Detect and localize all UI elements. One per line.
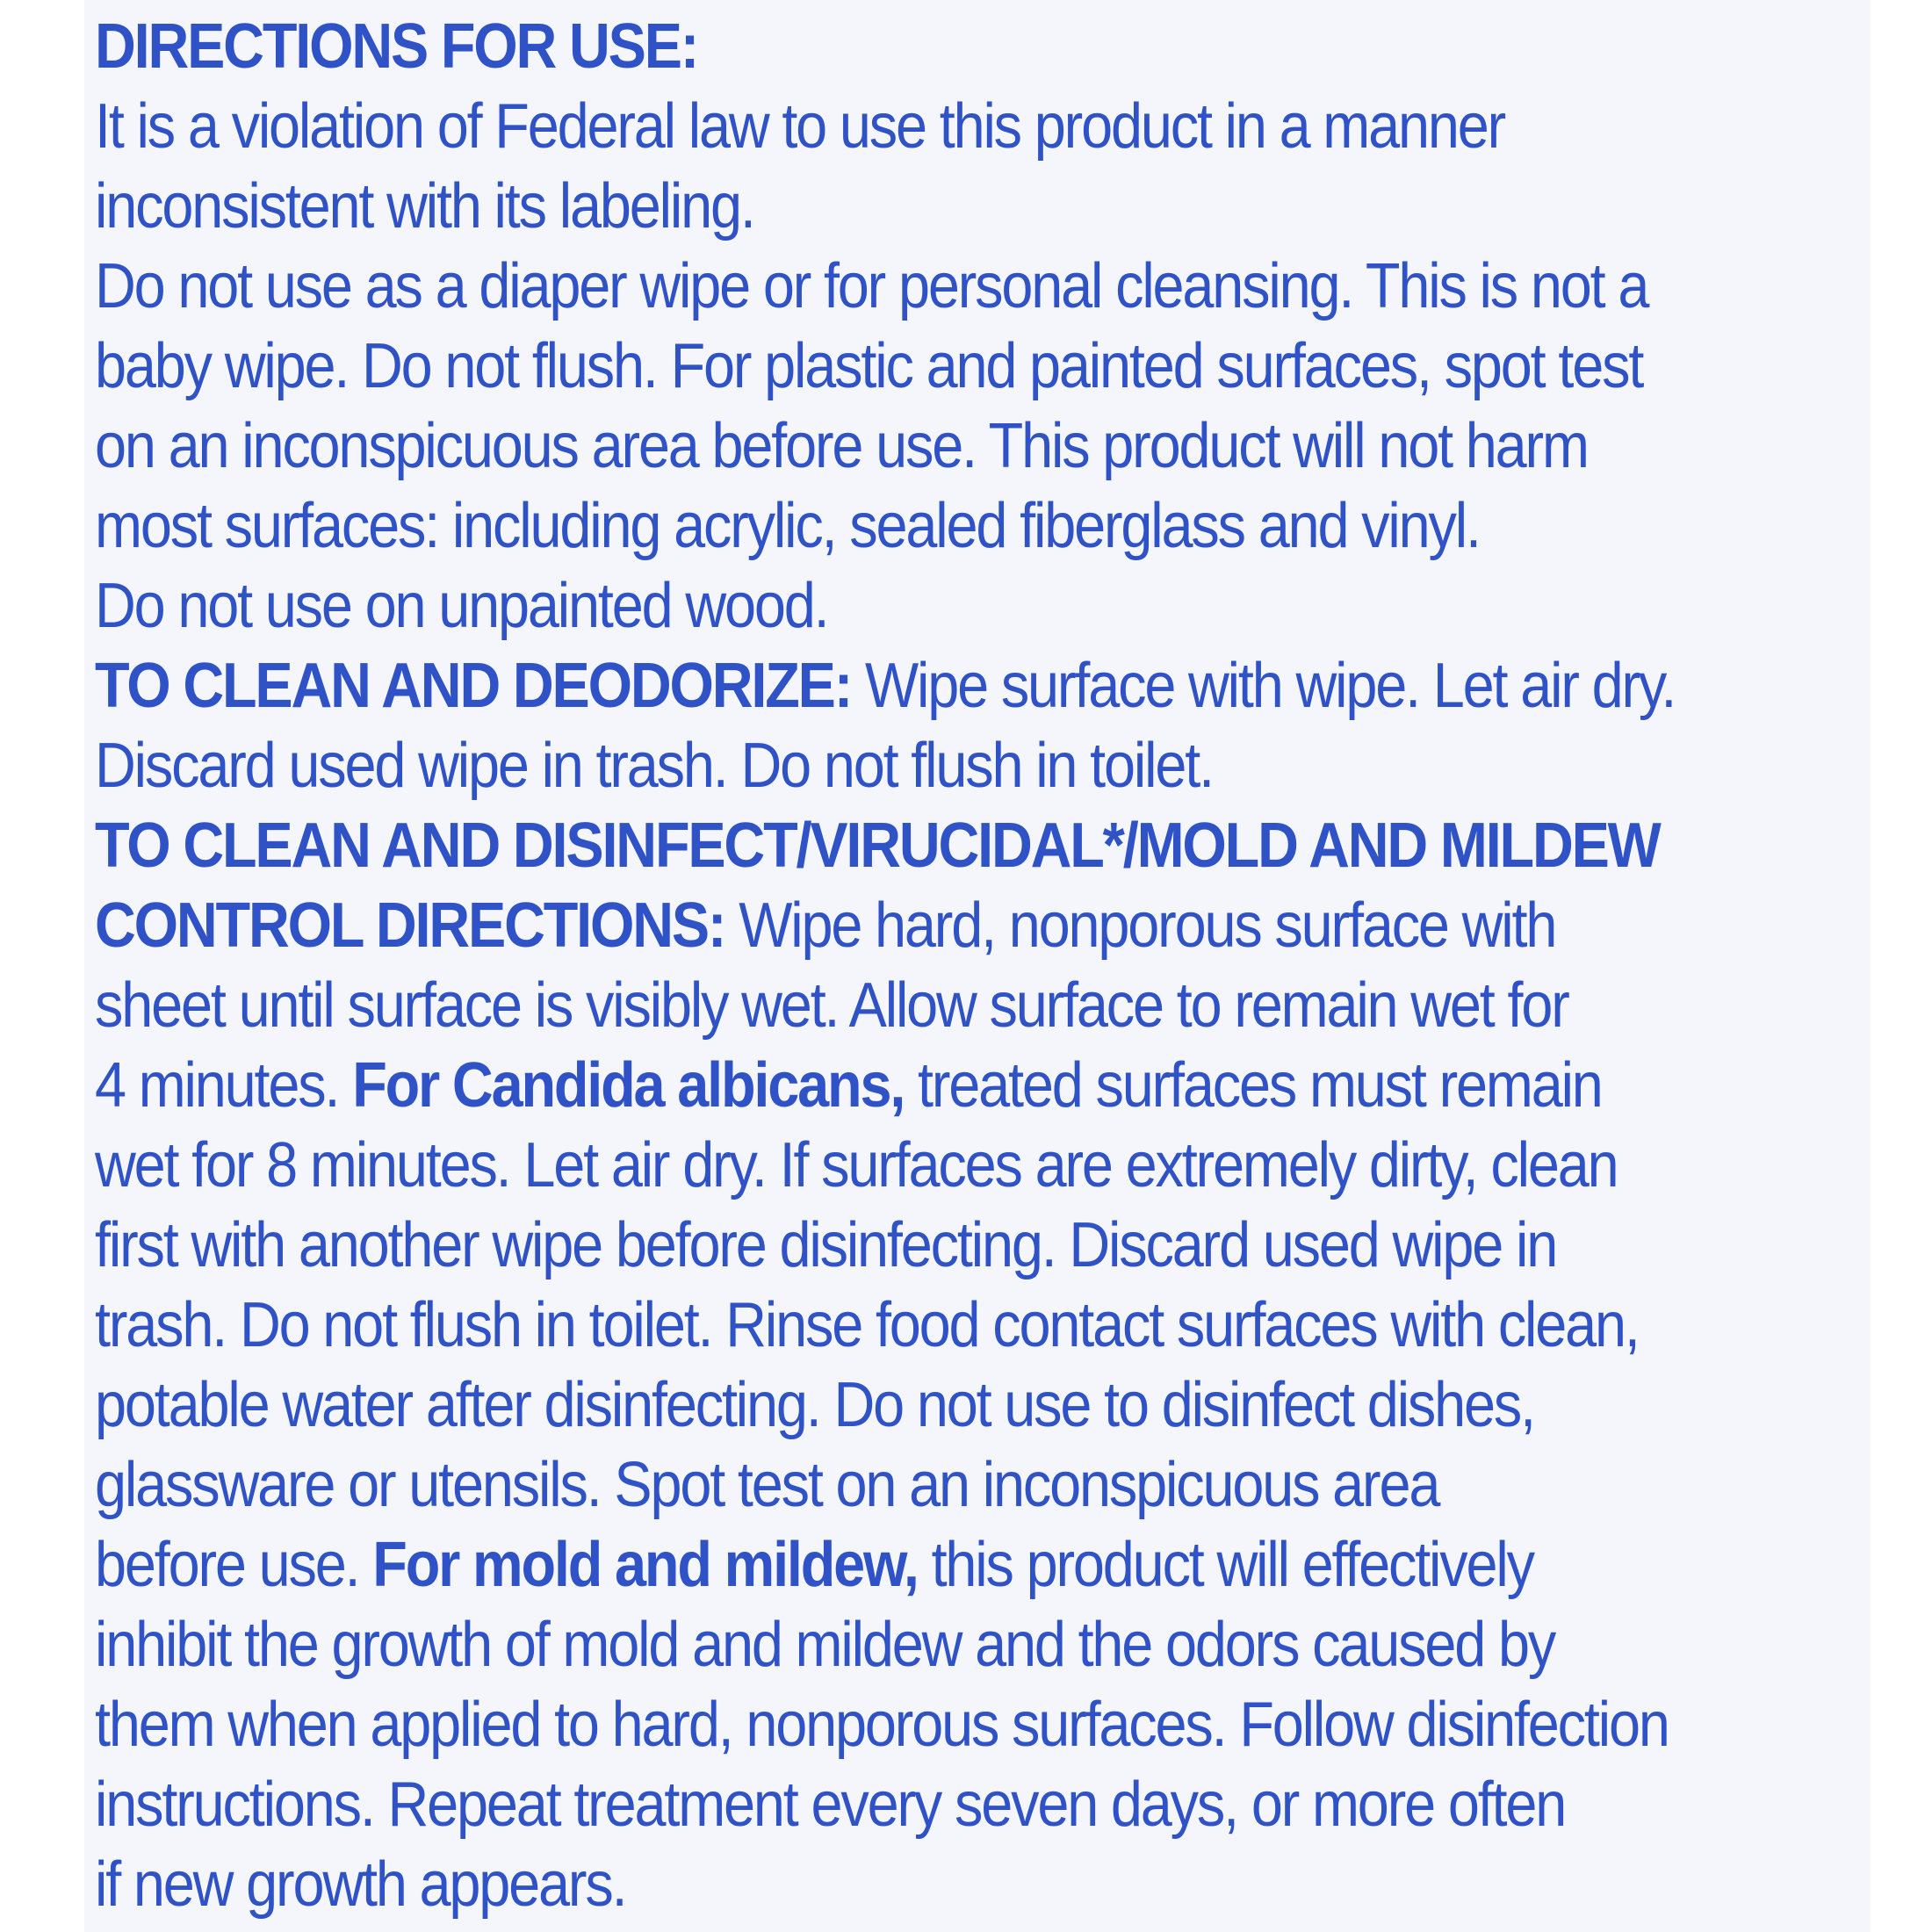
text-line: glassware or utensils. Spot test on an inconspicuous area: [95, 1450, 1439, 1520]
text-segment: Wipe surface with wipe. Let air dry.: [851, 651, 1676, 721]
text-line: wet for 8 minutes. Let air dry. If surfaces are extremely dirty, clean: [95, 1130, 1618, 1200]
text-line: trash. Do not flush in toilet. Rinse food contact surfaces with clean,: [95, 1290, 1639, 1360]
text-line: sheet until surface is visibly wet. Allow surface to remain wet for: [95, 970, 1568, 1041]
text-segment: this product will effectively: [917, 1530, 1533, 1600]
text-segment: before use.: [95, 1530, 373, 1600]
candida-line: [95, 1046, 1865, 1126]
mold-emphasis: For mold and mildew,: [372, 1530, 918, 1600]
text-line: Do not use as a diaper wipe or for personal cleansing. This is not a: [95, 251, 1648, 321]
text-line: instructions. Repeat treatment every seven days, or more often: [95, 1770, 1566, 1840]
clean-deodorize-heading: TO CLEAN AND DEODORIZE:: [95, 651, 852, 721]
text-line: first with another wipe before disinfecting. Discard used wipe in: [95, 1210, 1557, 1280]
text-line: on an inconspicuous area before use. This product will not harm: [95, 411, 1588, 481]
text-line: most surfaces: including acrylic, sealed fiberglass and vinyl.: [95, 491, 1480, 561]
directions-heading: DIRECTIONS FOR USE:: [95, 11, 698, 82]
control-directions-heading: CONTROL DIRECTIONS:: [95, 890, 725, 961]
text-segment: 4 minutes.: [95, 1050, 353, 1121]
clean-deodorize-line: [95, 646, 1865, 726]
text-segment: Wipe hard, nonporous surface with: [724, 890, 1556, 961]
text-line: potable water after disinfecting. Do not use to disinfect dishes,: [95, 1370, 1535, 1440]
text-line: Do not use on unpainted wood.: [95, 571, 828, 641]
text-line: them when applied to hard, nonporous surfaces. Follow disinfection: [95, 1690, 1669, 1760]
text-segment: treated surfaces must remain: [904, 1050, 1602, 1121]
candida-emphasis: For Candida albicans,: [352, 1050, 905, 1121]
text-line: It is a violation of Federal law to use this product in a manner: [95, 91, 1505, 162]
mold-line: [95, 1525, 1865, 1605]
text-line: if new growth appears.: [95, 1849, 626, 1920]
text-line: inconsistent with its labeling.: [95, 171, 754, 242]
directions-text-block: [95, 7, 1865, 1925]
disinfect-heading: TO CLEAN AND DISINFECT/VIRUCIDAL*/MOLD AND MILDEW: [95, 811, 1660, 881]
text-line: inhibit the growth of mold and mildew and the odors caused by: [95, 1610, 1555, 1680]
disinfect-line: [95, 886, 1865, 966]
text-line: Discard used wipe in trash. Do not flush in toilet.: [95, 731, 1213, 801]
text-line: baby wipe. Do not flush. For plastic and painted surfaces, spot test: [95, 331, 1643, 401]
